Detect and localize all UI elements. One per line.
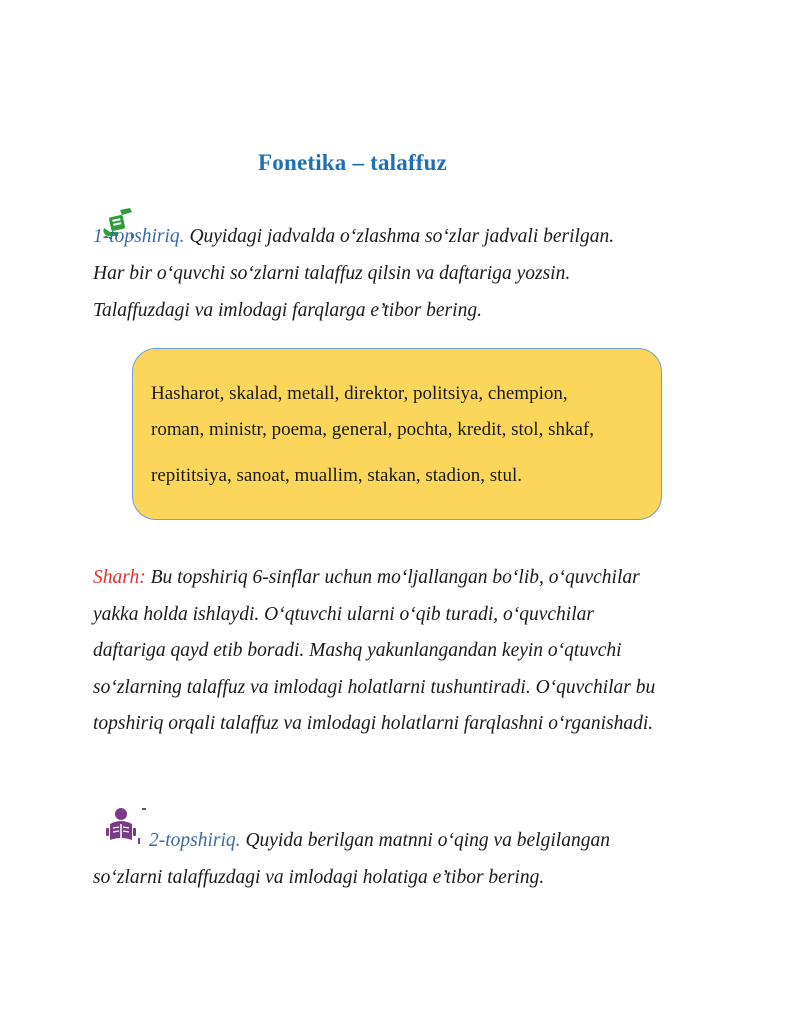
page-title: Fonetika – talaffuz — [258, 150, 448, 175]
task-1-line-3: Talaffuzdagi va imlodagi farqlarga e’tibor bering. — [93, 300, 482, 321]
task-2-label: 2-topshiriq. — [149, 830, 241, 851]
comment-line-5: topshiriq orqali talaffuz va imlodagi holatlarni farqlashni o‘rganishadi. — [93, 713, 654, 734]
comment-line-1 — [93, 560, 733, 597]
word-list-line-1: Hasharot, skalad, metall, direktor, politsiya, chempion, — [151, 383, 568, 404]
task-1 — [93, 218, 733, 329]
comment-line-3: daftariga qayd etib boradi. Mashq yakunlangandan keyin o‘qtuvchi — [93, 640, 622, 661]
task-2-line-1 — [93, 822, 733, 859]
task-1-text: Quyidagi jadvalda o‘zlashma so‘zlar jadvali berilgan. — [184, 226, 615, 247]
task-1-line-2: Har bir o‘quvchi so‘zlarni talaffuz qilsin va daftariga yozsin. — [93, 263, 571, 284]
task-2-text: Quyida berilgan matnni o‘qing va belgilangan — [240, 830, 610, 851]
comment-line-4: so‘zlarning talaffuz va imlodagi holatlarni tushuntiradi. O‘quvchilar bu — [93, 676, 656, 698]
task-1-line-1 — [93, 218, 733, 255]
comment-block — [93, 560, 733, 743]
task-2 — [93, 822, 733, 896]
word-list-line-3: repititsiya, sanoat, muallim, stakan, stadion, stul. — [151, 465, 522, 486]
task-2-line-2: so‘zlarni talaffuzdagi va imlodagi holatiga e’tibor bering. — [93, 867, 545, 888]
task-1-label: 1-topshiriq. — [93, 226, 185, 247]
comment-line-2: yakka holda ishlaydi. O‘qtuvchi ularni o‘qib turadi, o‘quvchilar — [93, 603, 594, 625]
comment-text: Bu topshiriq 6-sinflar uchun mo‘ljallangan bo‘lib, o‘quvchilar — [145, 567, 640, 588]
comment-label: Sharh: — [93, 567, 146, 588]
word-list-line-2: roman, ministr, poema, general, pochta, kredit, stol, shkaf, — [151, 419, 594, 440]
word-list-box — [132, 348, 662, 520]
